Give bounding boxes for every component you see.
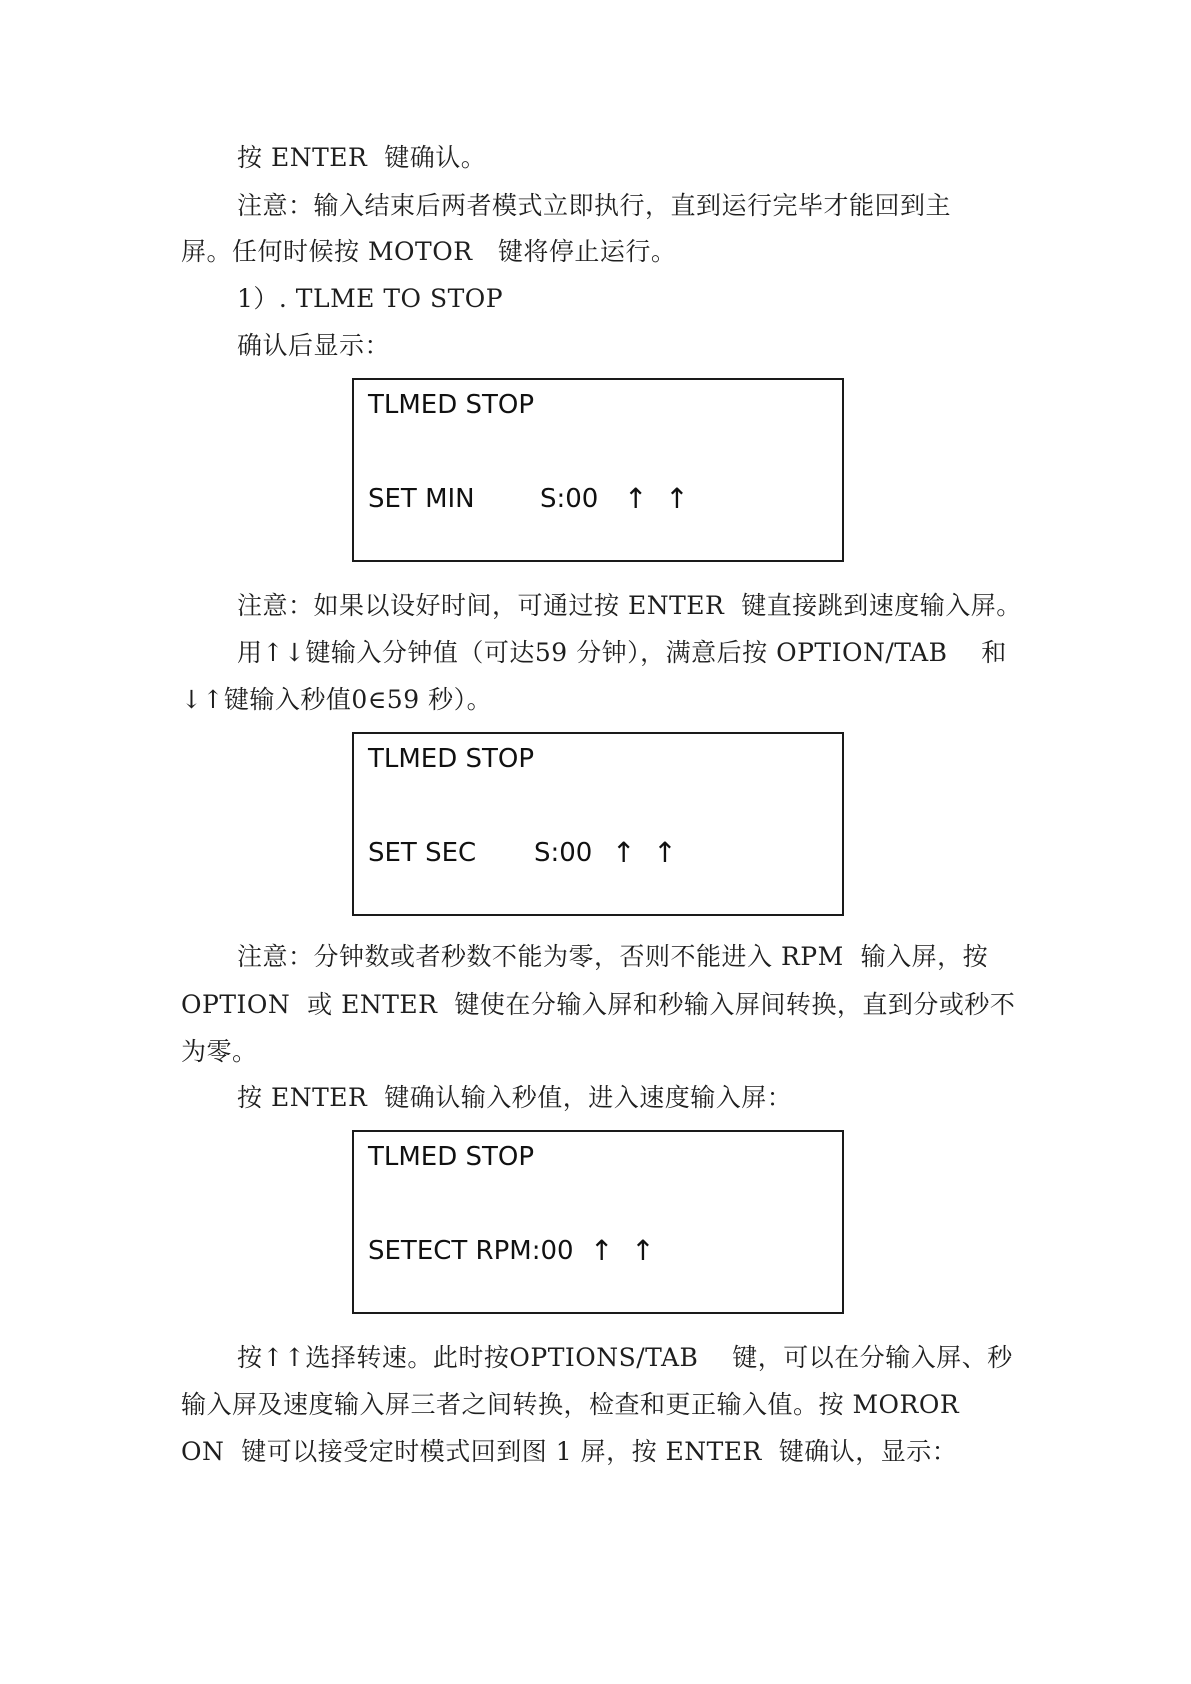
lcd-label: SET MIN (368, 484, 475, 514)
lcd-title: TLMED STOP (368, 744, 535, 774)
lcd-screen-set-min (352, 378, 844, 562)
lcd-arrows: ↑ ↑ (590, 1234, 655, 1267)
section-heading-time-to-stop: 1）. TLME TO STOP (237, 284, 504, 313)
paragraph-enter-speed-screen: 按 ENTER 键确认输入秒值，进入速度输入屏： (237, 1083, 793, 1112)
lcd-arrows: ↑ ↑ (624, 482, 689, 515)
note-run-line-2: 屏。任何时候按 MOTOR 键将停止运行。 (181, 237, 677, 266)
lcd-label: SET SEC (368, 838, 477, 868)
lcd-label: SETECT RPM:00 (368, 1236, 574, 1266)
paragraph-enter-confirm: 按 ENTER 键确认。 (237, 143, 487, 172)
note-nonzero-line-1: 注意：分钟数或者秒数不能为零，否则不能进入 RPM 输入屏，按 (237, 942, 989, 971)
lcd-value: S:00 (534, 838, 593, 868)
lcd-arrows: ↑ ↑ (612, 836, 677, 869)
paragraph-select-speed-line-1: 按↑↑选择转速。此时按OPTIONS/TAB 键，可以在分输入屏、秒 (237, 1343, 1013, 1372)
paragraph-minute-entry-line-1: 用↑↓键输入分钟值（可达59 分钟），满意后按 OPTION/TAB 和 (237, 638, 1007, 667)
lcd-screen-set-sec (352, 732, 844, 916)
note-run-line-1: 注意：输入结束后两者模式立即执行，直到运行完毕才能回到主 (237, 191, 952, 220)
paragraph-select-speed-line-3: ON 键可以接受定时模式回到图 1 屏，按 ENTER 键确认，显示： (181, 1437, 958, 1466)
lcd-value: S:00 (540, 484, 599, 514)
note-nonzero-line-3: 为零。 (181, 1037, 258, 1066)
note-skip-to-speed: 注意：如果以设好时间，可通过按 ENTER 键直接跳到速度输入屏。 (237, 591, 1022, 620)
paragraph-after-confirm: 确认后显示： (237, 331, 391, 360)
lcd-title: TLMED STOP (368, 390, 535, 420)
paragraph-select-speed-line-2: 输入屏及速度输入屏三者之间转换，检查和更正输入值。按 MOROR (181, 1390, 960, 1419)
note-nonzero-line-2: OPTION 或 ENTER 键使在分输入屏和秒输入屏间转换，直到分或秒不 (181, 990, 1016, 1019)
lcd-screen-select-rpm (352, 1130, 844, 1314)
lcd-title: TLMED STOP (368, 1142, 535, 1172)
paragraph-minute-entry-line-2: ↓↑键输入秒值0∈59 秒）。 (181, 685, 493, 714)
